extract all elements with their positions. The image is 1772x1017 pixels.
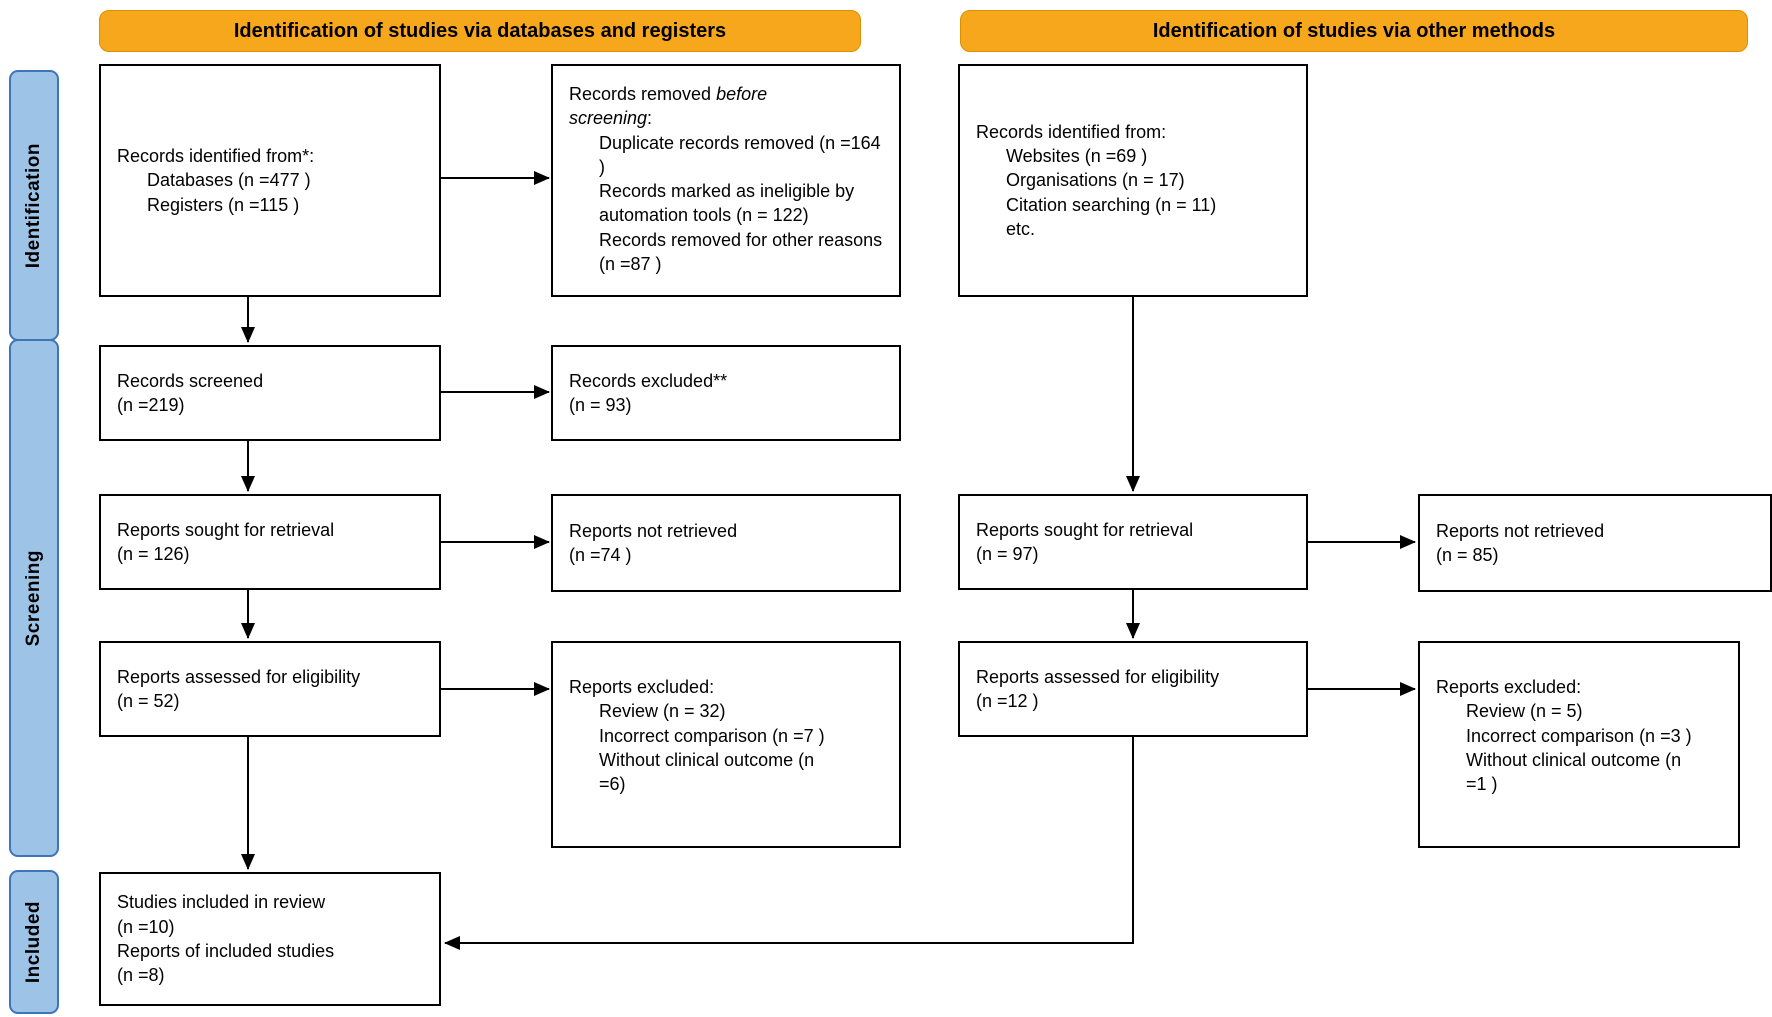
- box-item: Registers (n =115 ): [147, 194, 300, 215]
- box-line: Reports not retrieved: [569, 520, 738, 541]
- box-item: Databases (n =477 ): [147, 170, 311, 191]
- records-excluded-box: [551, 345, 901, 441]
- stage-screening-label: Screening: [23, 549, 44, 647]
- box-line: Reports not retrieved: [1436, 520, 1605, 541]
- box-line: (n =8): [117, 965, 165, 986]
- studies-included-box: [99, 872, 441, 1006]
- box-title: Records identified from:: [976, 121, 1167, 142]
- reports-not-retrieved-other-box: [1418, 494, 1772, 592]
- stage-included: [9, 870, 59, 1014]
- box-line: Records screened: [117, 370, 264, 391]
- box-title: Records identified from*:: [117, 146, 315, 167]
- records-removed-box: [551, 64, 901, 297]
- box-item: Review (n = 32): [599, 701, 726, 722]
- box-line: Reports assessed for eligibility: [976, 666, 1220, 687]
- box-line: (n =74 ): [569, 545, 632, 565]
- box-line: (n = 93): [569, 395, 632, 415]
- box-title: Reports excluded:: [569, 677, 715, 697]
- reports-excluded-other-box: [1418, 641, 1740, 848]
- box-item: Records removed for other reasons (n =87 ): [599, 229, 883, 275]
- title-prefix: Records removed: [569, 84, 717, 104]
- banner-databases-registers: [99, 10, 861, 52]
- stage-identification-label: Identification: [23, 142, 44, 269]
- box-title: [569, 82, 837, 131]
- box-item: Duplicate records removed (n =164 ): [599, 132, 881, 177]
- box-item: etc.: [1006, 218, 1036, 239]
- box-line: (n =219): [117, 395, 185, 415]
- box-item: Incorrect comparison (n =3 ): [1466, 725, 1692, 746]
- reports-excluded-db-box: [551, 641, 901, 848]
- banner-other-label: Identification of studies via other methods: [1152, 19, 1556, 42]
- stage-screening: [9, 339, 59, 857]
- reports-assessed-db-box: [99, 641, 441, 737]
- records-identified-other-box: [958, 64, 1308, 297]
- stage-identification: [9, 70, 59, 341]
- box-line: (n = 126): [117, 544, 190, 564]
- reports-not-retrieved-db-box: [551, 494, 901, 592]
- box-line: (n =10): [117, 916, 175, 937]
- box-item: Without clinical outcome (n =1 ): [1466, 749, 1682, 795]
- box-item: Records marked as ineligible by automation tools (n = 122): [599, 181, 855, 226]
- stage-included-label: Included: [23, 900, 44, 984]
- box-item: Citation searching (n = 11): [1006, 194, 1217, 215]
- box-item: Websites (n =69 ): [1006, 146, 1148, 167]
- banner-databases-label: Identification of studies via databases and registers: [233, 19, 727, 42]
- box-item: Incorrect comparison (n =7 ): [599, 725, 825, 746]
- box-line: (n = 85): [1436, 545, 1499, 565]
- box-line: (n = 97): [976, 544, 1039, 564]
- box-line: Reports assessed for eligibility: [117, 666, 361, 687]
- banner-other-methods: [960, 10, 1748, 52]
- records-identified-db-box: [99, 64, 441, 297]
- box-line: Reports sought for retrieval: [976, 519, 1194, 540]
- reports-sought-other-box: [958, 494, 1308, 590]
- reports-sought-db-box: [99, 494, 441, 590]
- box-line: (n =12 ): [976, 691, 1039, 711]
- box-line: Records excluded**: [569, 370, 728, 391]
- title-suffix: :: [647, 108, 653, 129]
- box-item: Organisations (n = 17): [1006, 170, 1185, 191]
- box-title: Reports excluded:: [1436, 677, 1582, 697]
- box-line: Reports of included studies: [117, 941, 335, 961]
- box-item: Review (n = 5): [1466, 701, 1583, 722]
- box-line: (n = 52): [117, 691, 180, 711]
- reports-assessed-other-box: [958, 641, 1308, 737]
- box-item: Without clinical outcome (n =6): [599, 749, 815, 795]
- box-line: Studies included in review: [117, 892, 326, 913]
- box-line: Reports sought for retrieval: [117, 519, 335, 540]
- title-italic: before screening: [569, 84, 768, 129]
- records-screened-box: [99, 345, 441, 441]
